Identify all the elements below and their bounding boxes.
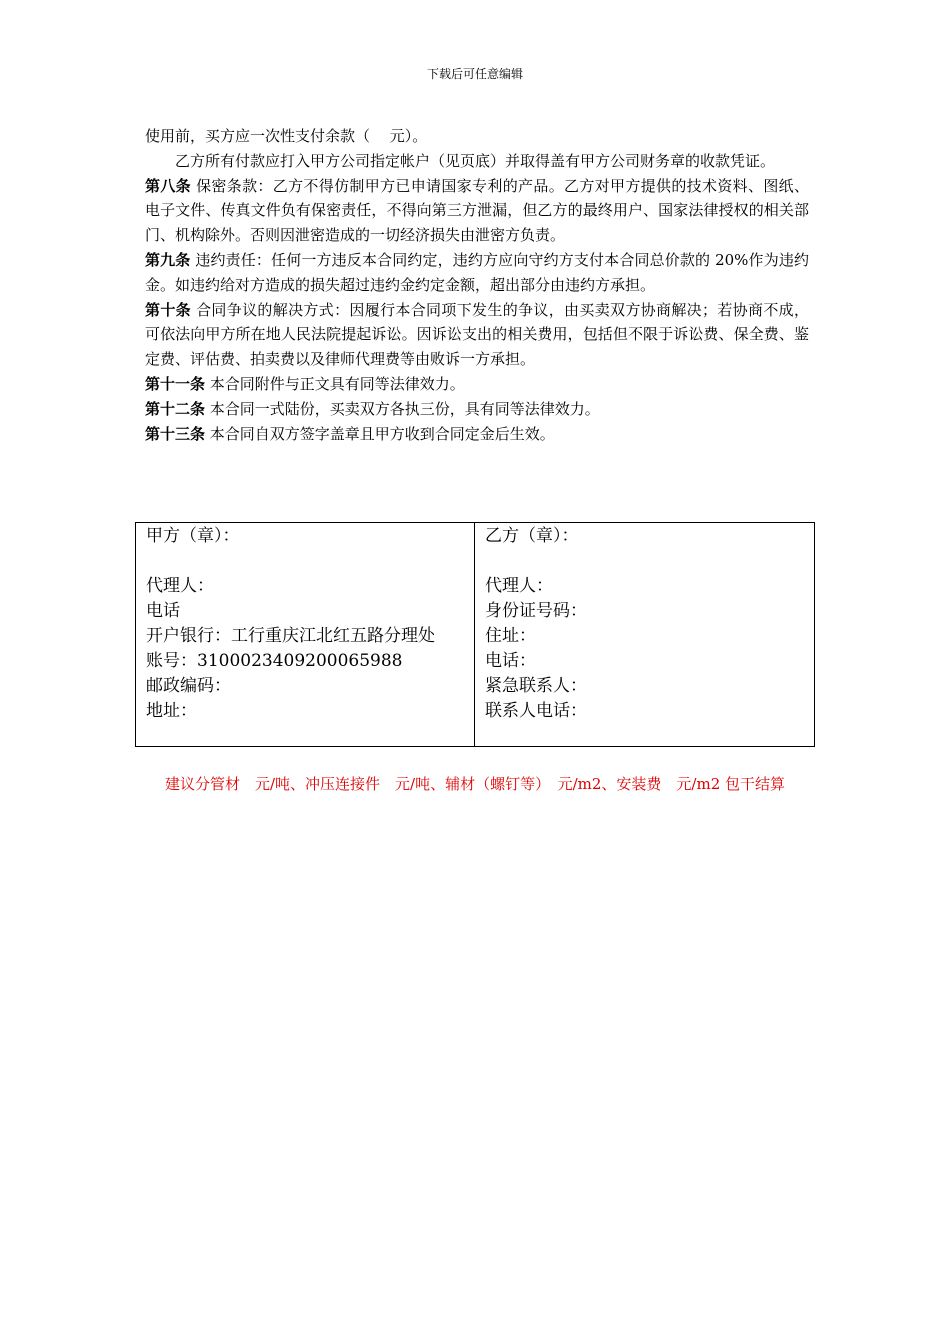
pricing-note: 建议分管材 元/吨、冲压连接件 元/吨、辅材（螺钉等） 元/m2、安装费 元/m2 包干结算 bbox=[164, 775, 786, 793]
party-a-postcode: 邮政编码： bbox=[146, 676, 231, 696]
party-a-bank: 开户银行：工行重庆江北红五路分理处 bbox=[146, 626, 435, 646]
clause-text: 本合同附件与正文具有同等法律效力。 bbox=[205, 374, 465, 393]
clause-text: 合同争议的解决方式：因履行本合同项下发生的争议，由买卖双方协商解决；若协商不成，可依法向甲方所在地人民法院提起诉讼。因诉讼支出的相关费用，包括但不限于诉讼费、保全费、鉴定费、评估费、拍卖费以及律师代理费等由败诉一方承担。 bbox=[145, 300, 809, 369]
party-b-contact-phone: 联系人电话： bbox=[485, 701, 587, 721]
party-b-phone: 电话： bbox=[485, 651, 536, 671]
clause-title: 第十二条 bbox=[145, 399, 206, 418]
blank-line bbox=[146, 549, 466, 574]
signature-row bbox=[136, 523, 815, 747]
blank-line bbox=[485, 549, 806, 574]
clause-text: 本合同一式陆份，买卖双方各执三份，具有同等法律效力。 bbox=[205, 399, 600, 418]
account-paragraph bbox=[145, 149, 809, 174]
payment-paragraph bbox=[145, 124, 809, 149]
clause-title: 第八条 bbox=[145, 176, 191, 195]
clause-12 bbox=[145, 397, 809, 422]
contract-body bbox=[145, 124, 809, 446]
clause-13 bbox=[145, 422, 809, 447]
party-a-title: 甲方（章）： bbox=[146, 526, 240, 546]
party-b-agent: 代理人： bbox=[485, 576, 553, 596]
clause-11 bbox=[145, 372, 809, 397]
clause-title: 第十条 bbox=[145, 300, 191, 319]
party-a-agent: 代理人： bbox=[146, 576, 214, 596]
party-a-account: 账号：3100023409200065988 bbox=[146, 651, 403, 671]
clause-title: 第十三条 bbox=[145, 424, 206, 443]
signature-table bbox=[135, 522, 815, 747]
clause-title: 第十一条 bbox=[145, 374, 206, 393]
page-header: 下载后可任意编辑 bbox=[426, 67, 523, 81]
party-a-address: 地址： bbox=[146, 701, 197, 721]
party-b-emergency-contact: 紧急联系人： bbox=[485, 676, 587, 696]
paragraph-text: 乙方所有付款应打入甲方公司指定帐户（见页底）并取得盖有甲方公司财务章的收款凭证。 bbox=[175, 151, 776, 170]
clause-text: 本合同自双方签字盖章且甲方收到合同定金后生效。 bbox=[205, 424, 555, 443]
party-b-id-number: 身份证号码： bbox=[485, 601, 587, 621]
party-a-cell bbox=[136, 523, 475, 747]
clause-8 bbox=[145, 174, 809, 248]
party-b-title: 乙方（章）： bbox=[485, 526, 579, 546]
clause-10 bbox=[145, 298, 809, 372]
clause-9 bbox=[145, 248, 809, 298]
clause-title: 第九条 bbox=[145, 250, 191, 269]
clause-text: 保密条款：乙方不得仿制甲方已申请国家专利的产品。乙方对甲方提供的技术资料、图纸、电子文件、传真文件负有保密责任，不得向第三方泄漏，但乙方的最终用户、国家法律授权的相关部门、机构除外。否则因泄密造成的一切经济损失由泄密方负责。 bbox=[145, 176, 809, 245]
party-a-phone: 电话 bbox=[146, 601, 180, 621]
party-b-address: 住址： bbox=[485, 626, 536, 646]
paragraph-text: 使用前，买方应一次性支付余款（ 元）。 bbox=[145, 127, 428, 145]
party-b-cell bbox=[475, 523, 815, 747]
clause-text: 违约责任：任何一方违反本合同约定，违约方应向守约方支付本合同总价款的 20%作为违约金。如违约给对方造成的损失超过违约金约定金额，超出部分由违约方承担。 bbox=[145, 250, 809, 294]
